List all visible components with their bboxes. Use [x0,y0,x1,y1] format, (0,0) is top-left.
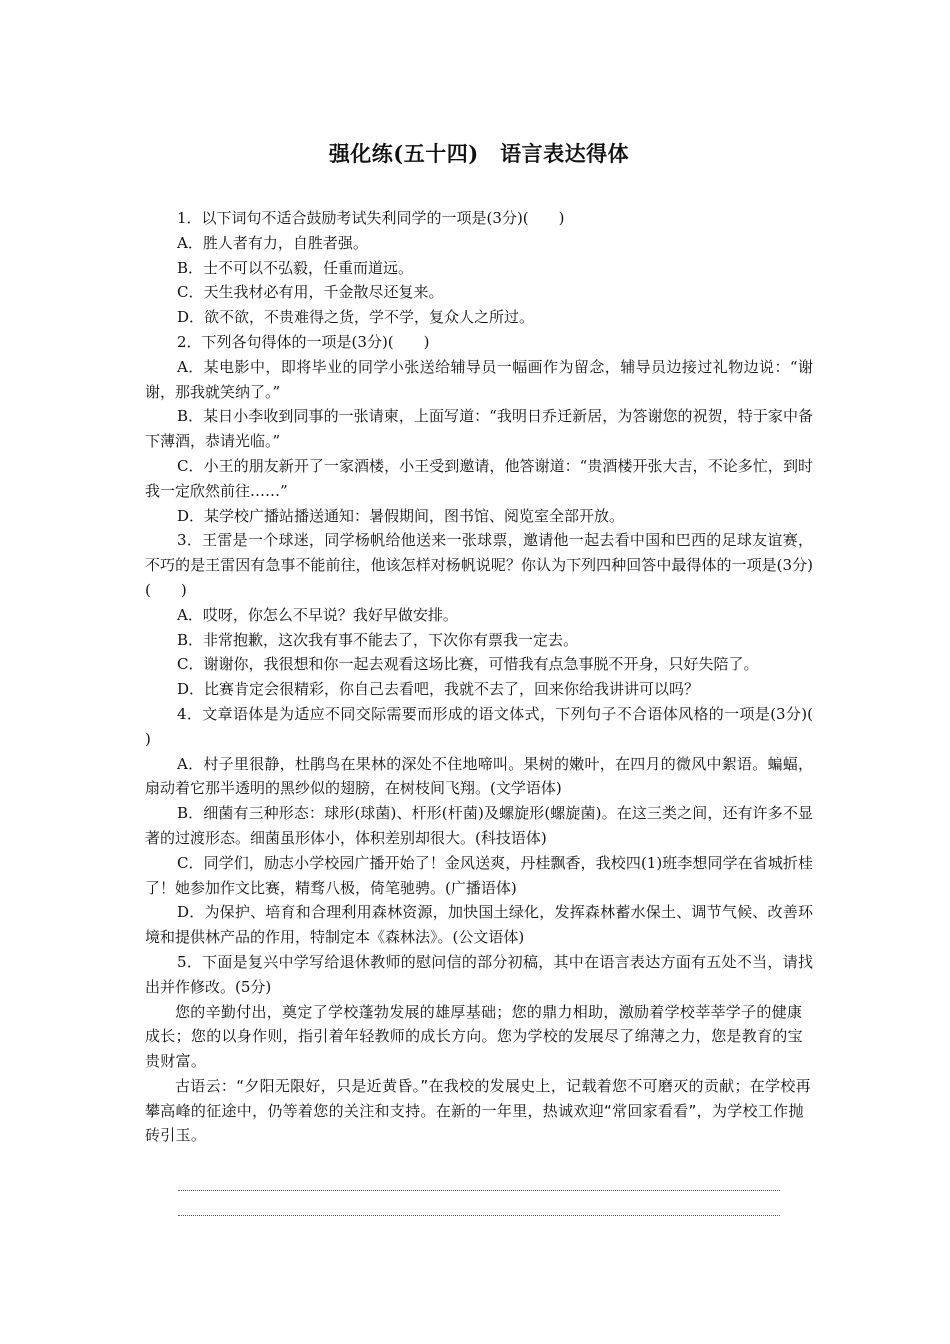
q3-option-d: D．比赛肯定会很精彩，你自己去看吧，我就不去了，回来你给我讲讲可以吗？ [177,680,700,699]
q1-option-b: B．士不可以不弘毅，任重而道远。 [177,258,414,277]
q2-option-d: D．某学校广播站播送通知：暑假期间，图书馆、阅览室全部开放。 [177,506,625,525]
q2-option-c: C．小王的朋友新开了一家酒楼，小王受到邀请，他答谢道：“贵酒楼开张大吉，不论多忙，到时我一定欣然前往……” [145,456,813,500]
q4-stem: 4．文章语体是为适应不同交际需要而形成的语文体式，下列句子不合语体风格的一项是(3分)( ) [145,704,844,748]
q4-option-b: B．细菌有三种形态：球形(球菌)、杆形(杆菌)及螺旋形(螺旋菌)。在这三类之间，还有许多不显著的过渡形态。细菌虽形体小，体积差别却很大。(科技语体) [145,804,813,847]
q1-option-a: A．胜人者有力，自胜者强。 [177,233,368,252]
q4-option-c: C．同学们，励志小学校园广播开始了！金风送爽，丹桂飘香，我校四(1)班李想同学在省城折桂了！她参加作文比赛，精骛八极，倚笔驰骋。(广播语体) [145,853,813,897]
q5-letter-paragraph-1: 您的辛勤付出，奠定了学校蓬勃发展的雄厚基础；您的鼎力相助，激励着学校莘莘学子的健康成长；您的以身作则，指引着年轻教师的成长方向。您为学校的发展尽了绵薄之力，您是教育的宝贵财富。 [145,1002,803,1071]
q1-option-c: C．天生我材必有用，千金散尽还复来。 [177,283,444,302]
answer-line-1[interactable] [178,1190,780,1191]
page-title: 强化练(五十四) 语言表达得体 [328,141,630,166]
q2-stem: 2．下列各句得体的一项是(3分)( ) [177,332,430,351]
q2-option-b: B．某日小李收到同事的一张请柬，上面写道：“我明日乔迁新居，为答谢您的祝贺，特于家中备下薄酒，恭请光临。” [145,407,813,451]
q3-option-c: C．谢谢你，我很想和你一起去观看这场比赛，可惜我有点急事脱不开身，只好失陪了。 [177,655,759,674]
q5-letter-paragraph-2: 古语云：“夕阳无限好，只是近黄昏。”在我校的发展史上，记载着您不可磨灭的贡献；在学校再攀高峰的征途中，仍等着您的关注和支持。在新的一年里，热诚欢迎“常回家看看”，为学校工作抛砖引玉。 [145,1076,811,1145]
q3-option-b: B．非常抱歉，这次我有事不能去了，下次你有票我一定去。 [177,630,579,649]
q2-option-a: A．某电影中，即将毕业的同学小张送给辅导员一幅画作为留念，辅导员边接过礼物边说：“谢谢，那我就笑纳了。” [145,357,813,401]
q3-stem: 3．王雷是一个球迷，同学杨帆给他送来一张球票，邀请他一起去看中国和巴西的足球友谊赛，不巧的是王雷因有急事不能前往，他该怎样对杨帆说呢？你认为下列四种回答中最得体的一项是(3分)( ) [145,531,813,599]
q3-option-a: A．哎呀，你怎么不早说？我好早做安排。 [177,605,458,624]
q1-option-d: D．欲不欲，不贵难得之货，学不学，复众人之所过。 [177,308,535,327]
q4-option-d: D．为保护、培育和合理利用森林资源，加快国土绿化，发挥森林蓄水保土、调节气候、改善环境和提供林产品的作用，特制定本《森林法》。(公文语体) [145,903,813,947]
answer-line-2[interactable] [178,1215,780,1216]
q1-stem: 1．以下词句不适合鼓励考试失利同学的一项是(3分)( ) [177,209,565,227]
worksheet-page [145,138,844,1148]
q5-stem: 5．下面是复兴中学写给退休教师的慰问信的部分初稿，其中在语言表达方面有五处不当，请找出并作修改。(5分) [145,952,813,996]
q4-option-a: A．村子里很静，杜鹃鸟在果林的深处不住地啼叫。果树的嫩叶，在四月的微风中絮语。蝙蝠，扇动着它那半透明的黑纱似的翅膀，在树枝间飞翔。(文学语体) [145,754,813,798]
